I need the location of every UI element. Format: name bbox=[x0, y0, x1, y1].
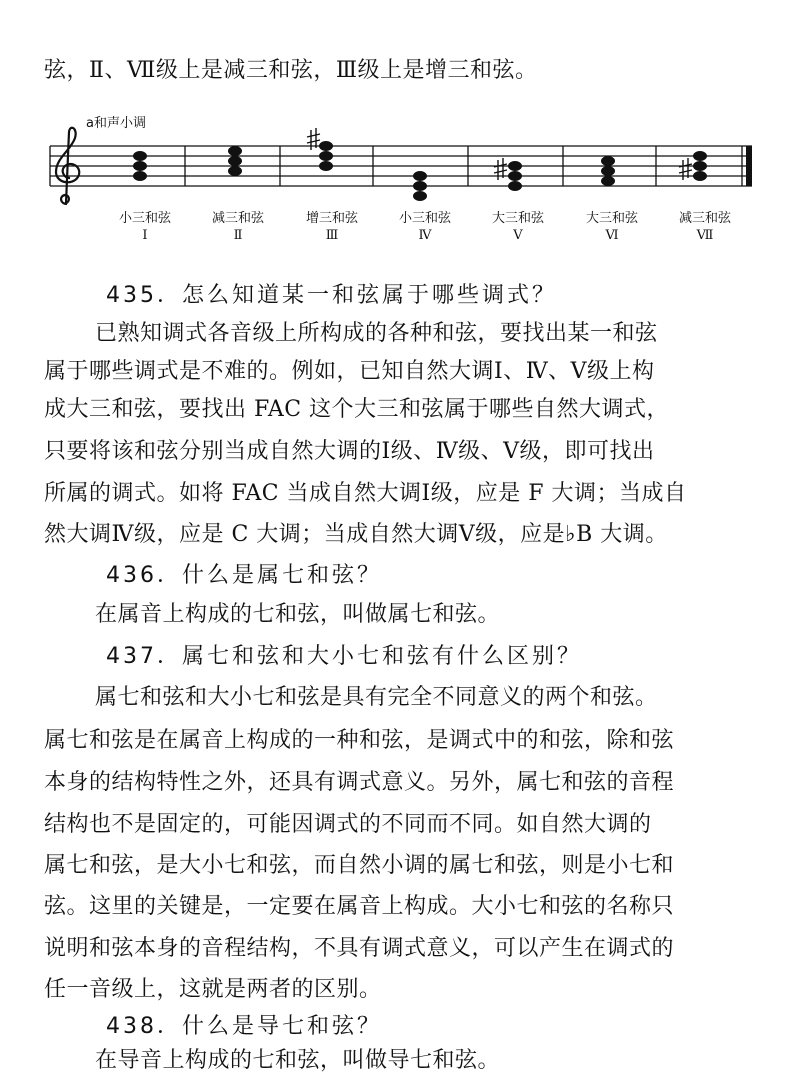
chord-note-cluster bbox=[228, 146, 242, 176]
text-line: 已熟知调式各音级上所构成的各种和弦，要找出某一和弦 bbox=[95, 321, 658, 346]
text-line: 任一音级上，这就是两者的区别。 bbox=[44, 977, 382, 1002]
chord-degree-label: Ⅱ bbox=[233, 228, 243, 243]
text-line: 所属的调式。如将 FAC 当成自然大调Ⅰ级，应是 F 大调；当成自 bbox=[44, 481, 687, 506]
question-heading: 438．什么是导七和弦？ bbox=[106, 1014, 382, 1039]
text-line: 弦，Ⅱ、Ⅶ级上是减三和弦，Ⅲ级上是增三和弦。 bbox=[44, 58, 538, 83]
text-line: 成大三和弦，要找出 FAC 这个大三和弦属于哪些自然大调式， bbox=[44, 397, 670, 422]
chord-note-cluster bbox=[601, 156, 615, 186]
chord-name-label: 增三和弦 bbox=[305, 211, 359, 226]
chord-degree-label: Ⅳ bbox=[418, 228, 432, 243]
text-line: 属七和弦，是大小七和弦，而自然小调的属七和弦，则是小七和 bbox=[44, 853, 675, 878]
sharp-icon bbox=[307, 128, 692, 180]
chord-degree-label: Ⅰ bbox=[142, 228, 148, 243]
chord-name-label: 小三和弦 bbox=[118, 211, 172, 226]
text-line: 在导音上构成的七和弦，叫做导七和弦。 bbox=[95, 1048, 501, 1073]
chord-degree-label: Ⅲ bbox=[325, 228, 339, 243]
text-line: 本身的结构特性之外，还具有调式意义。另外，属七和弦的音程 bbox=[44, 770, 675, 795]
text-line: 只要将该和弦分别当成自然大调的Ⅰ级、Ⅳ级、Ⅴ级，即可找出 bbox=[44, 439, 655, 464]
text-line: 属七和弦是在属音上构成的一种和弦，是调式中的和弦，除和弦 bbox=[44, 728, 675, 753]
question-heading: 436．什么是属七和弦？ bbox=[106, 563, 382, 588]
chord-name-label: 大三和弦 bbox=[585, 211, 639, 226]
chord-name-label: 减三和弦 bbox=[211, 211, 265, 226]
chord-degree-label: Ⅴ bbox=[513, 228, 523, 243]
text-line: 结构也不是固定的，可能因调式的不同而不同。如自然大调的 bbox=[44, 812, 652, 837]
question-heading: 435．怎么知道某一和弦属于哪些调式？ bbox=[106, 283, 557, 308]
chord-note-cluster bbox=[508, 161, 522, 191]
score-title: a和声小调 bbox=[86, 116, 146, 131]
text-line: 弦。这里的关键是，一定要在属音上构成。大小七和弦的名称只 bbox=[44, 894, 675, 919]
text-line: 在属音上构成的七和弦，叫做属七和弦。 bbox=[95, 602, 501, 627]
text-line: 属于哪些调式是不难的。例如，已知自然大调Ⅰ、Ⅳ、Ⅴ级上构 bbox=[44, 359, 655, 384]
chord-name-label: 减三和弦 bbox=[678, 211, 732, 226]
chord-note-cluster bbox=[413, 171, 427, 201]
chord-degree-label: Ⅵ bbox=[605, 228, 619, 243]
chord-note-cluster bbox=[133, 151, 147, 181]
chord-name-label: 小三和弦 bbox=[398, 211, 452, 226]
question-heading: 437．属七和弦和大小七和弦有什么区别？ bbox=[106, 644, 582, 669]
music-staff bbox=[0, 0, 785, 260]
chord-note-cluster bbox=[693, 151, 707, 181]
text-line: 属七和弦和大小七和弦是具有完全不同意义的两个和弦。 bbox=[95, 685, 658, 710]
chord-name-label: 大三和弦 bbox=[491, 211, 545, 226]
chord-degree-label: Ⅶ bbox=[696, 228, 714, 243]
chord-note-cluster bbox=[319, 141, 333, 171]
text-line: 说明和弦本身的音程结构，不具有调式意义，可以产生在调式的 bbox=[44, 936, 675, 961]
text-line: 然大调Ⅳ级，应是 C 大调；当成自然大调Ⅴ级，应是♭B 大调。 bbox=[44, 522, 668, 547]
